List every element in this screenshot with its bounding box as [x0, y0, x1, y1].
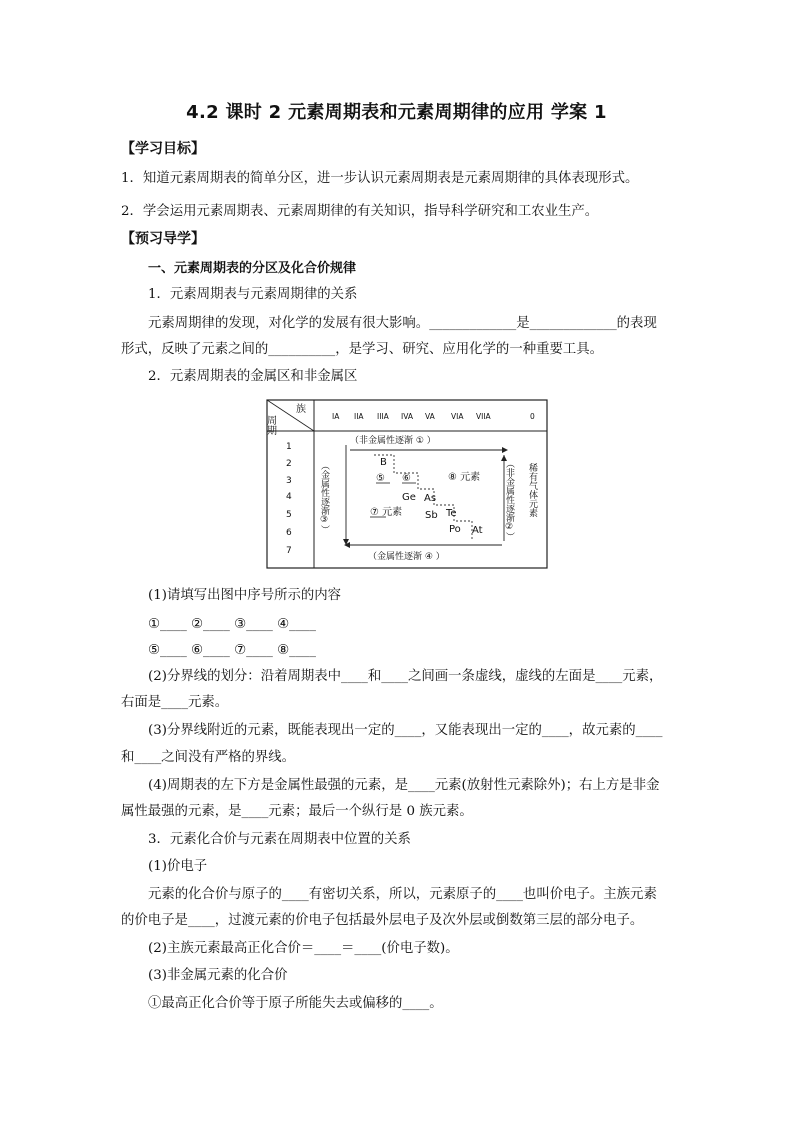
group-header: IA — [332, 412, 340, 421]
group-header: IIIA — [377, 412, 389, 421]
element-symbol: Te — [446, 508, 457, 519]
paragraph-line: 形式，反映了元素之间的__________，是学习、研究、应用化学的一种重要工具。 — [121, 342, 604, 357]
right-vertical-label: （非金属性逐渐②） — [504, 459, 514, 541]
group-header: VIIA — [476, 412, 491, 421]
noble-gas-label: 稀有气体元素 — [527, 463, 537, 517]
element-symbol: B — [380, 457, 387, 468]
period-number: 1 — [286, 442, 292, 452]
question-line: (1)请填写出图中序号所示的内容 — [148, 588, 342, 603]
element-symbol: Po — [449, 524, 461, 535]
group-header: VIA — [451, 412, 464, 421]
metal-bottom-label: （金属性逐渐 ④ ） — [368, 552, 445, 562]
group-header: IIA — [354, 412, 364, 421]
question-line: 属性最强的元素，是____元素；最后一个纵行是 0 族元素。 — [121, 804, 473, 819]
period-number: 7 — [286, 546, 292, 556]
page-title: 4.2 课时 2 元素周期表和元素周期律的应用 学案 1 — [186, 102, 607, 123]
group-header: IVA — [401, 412, 413, 421]
group-header: VA — [425, 412, 435, 421]
answer-blanks-row: ⑤____ ⑥____ ⑦____ ⑧____ — [148, 643, 316, 658]
periodic-table-diagram — [266, 399, 548, 569]
question-line: (1)价电子 — [148, 859, 208, 874]
question-line: (4)周期表的左下方是金属性最强的元素，是____元素(放射性元素除外)；右上方是非金 — [148, 778, 660, 793]
boundary-elements — [380, 457, 483, 536]
blank-number: ⑥ — [402, 473, 411, 484]
subsection-heading: 3．元素化合价与元素在周期表中位置的关系 — [148, 832, 411, 847]
blank-number-label: ⑦ 元素 — [370, 507, 403, 518]
left-vertical-label: （金属性逐渐③） — [319, 461, 329, 534]
top-arrow-head — [502, 447, 508, 453]
answer-blanks-row: ①____ ②____ ③____ ④____ — [148, 617, 316, 632]
corner-period-label: 周期 — [264, 415, 276, 435]
question-line: (2)分界线的划分：沿着周期表中____和____之间画一条虚线，虚线的左面是____元素， — [148, 669, 663, 684]
element-symbol: At — [472, 525, 483, 536]
period-number: 4 — [286, 492, 292, 502]
period-number: 6 — [286, 528, 292, 538]
goal-item: 1．知道元素周期表的简单分区，进一步认识元素周期表是元素周期律的具体表现形式。 — [121, 171, 639, 186]
question-line: 和____之间没有严格的界线。 — [121, 750, 296, 765]
period-number: 2 — [286, 459, 292, 469]
question-line: (3)非金属元素的化合价 — [148, 968, 288, 983]
paragraph-line: 元素周期律的发现，对化学的发展有很大影响。_____________是_____________的表现 — [148, 316, 657, 331]
period-numbers — [286, 442, 292, 556]
nonmetal-top-label: （非金属性逐渐 ① ） — [350, 436, 436, 446]
section-heading: 一、元素周期表的分区及化合价规律 — [148, 261, 357, 276]
preview-heading: 【预习导学】 — [121, 231, 205, 247]
corner-group-label: 族 — [296, 404, 306, 415]
group-header-row — [332, 412, 535, 421]
question-line: (2)主族元素最高正化合价＝____＝____(价电子数)。 — [148, 941, 459, 956]
goal-item: 2．学会运用元素周期表、元素周期律的有关知识，指导科学研究和工农业生产。 — [121, 204, 599, 219]
blank-number-label: ⑧ 元素 — [448, 472, 481, 483]
period-number: 3 — [286, 476, 292, 486]
element-symbol: As — [424, 493, 437, 504]
question-line: 右面是____元素。 — [121, 695, 229, 710]
question-line: (3)分界线附近的元素，既能表现出一定的____，又能表现出一定的____，故元素的____ — [148, 723, 663, 738]
subsection-heading: 1．元素周期表与元素周期律的关系 — [148, 287, 358, 302]
period-number: 5 — [286, 510, 292, 520]
element-symbol: Sb — [425, 510, 438, 521]
paragraph-line: 的价电子是____，过渡元素的价电子包括最外层电子及次外层或倒数第三层的部分电子。 — [121, 913, 644, 928]
question-line: ①最高正化合价等于原子所能失去或偏移的____。 — [148, 996, 443, 1011]
subsection-heading: 2．元素周期表的金属区和非金属区 — [148, 369, 358, 384]
blank-number: ⑤ — [376, 473, 385, 484]
group-header: 0 — [530, 412, 535, 421]
paragraph-line: 元素的化合价与原子的____有密切关系，所以，元素原子的____也叫价电子。主族元素 — [148, 887, 657, 902]
goals-heading: 【学习目标】 — [121, 141, 205, 157]
element-symbol: Ge — [402, 492, 416, 503]
